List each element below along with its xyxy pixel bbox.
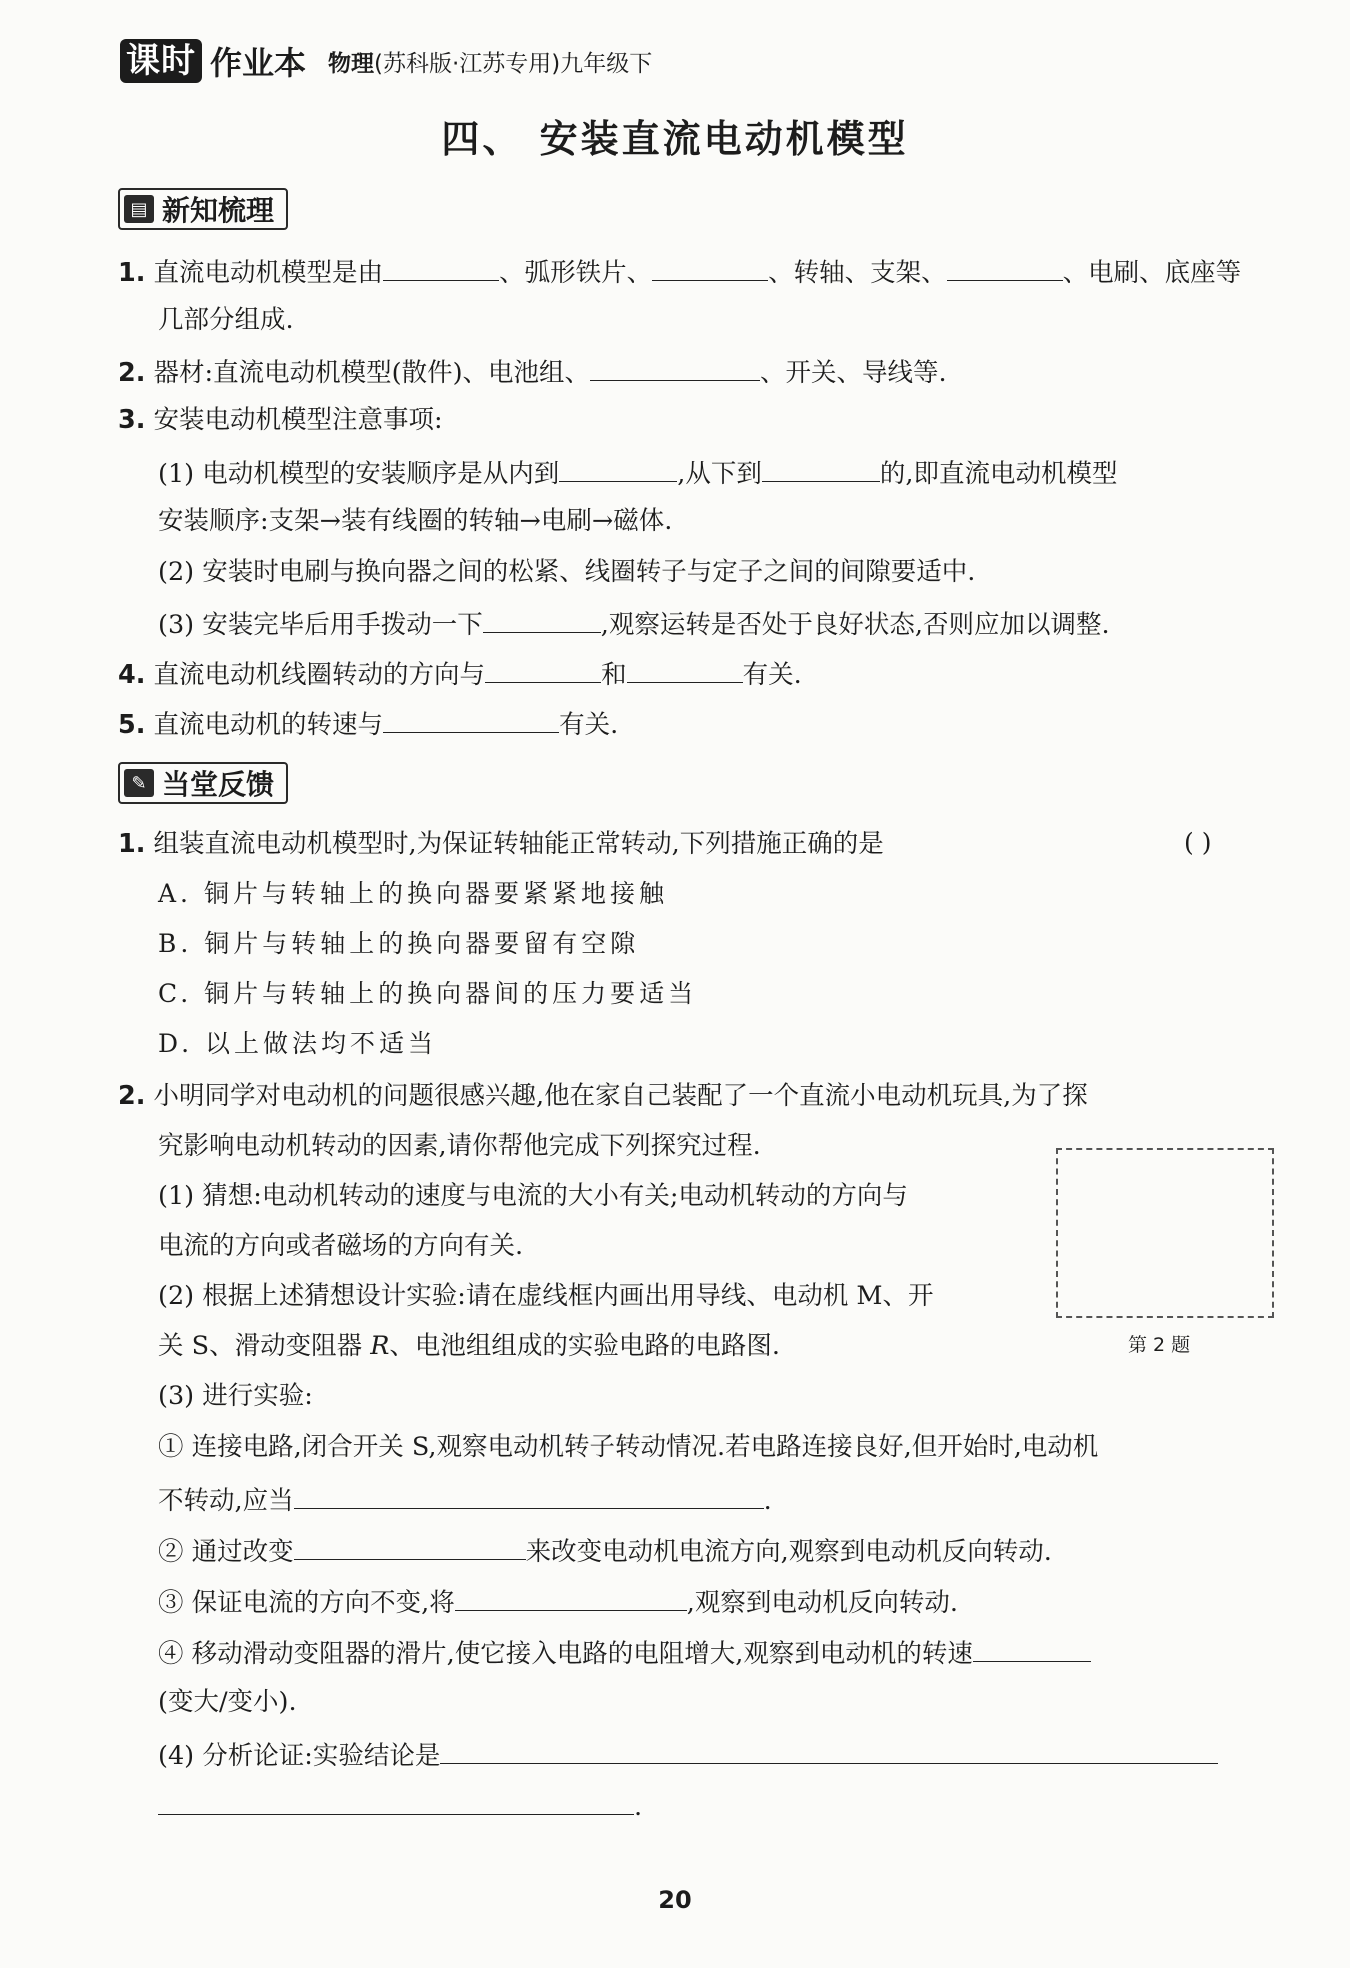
- answer-blank[interactable]: [485, 654, 601, 683]
- answer-blank[interactable]: [383, 704, 559, 733]
- q2-step2: ② 通过改变 来改变电动机电流方向,观察到电动机反向转动.: [158, 1531, 1052, 1570]
- q2-guess-line1: (1) 猜想:电动机转动的速度与电流的大小有关;电动机转动的方向与: [158, 1181, 908, 1211]
- answer-blank[interactable]: [294, 1480, 764, 1509]
- q2-guess-line2: 电流的方向或者磁场的方向有关.: [158, 1231, 524, 1261]
- q2-conclusion-line1: (4) 分析论证:实验结论是: [158, 1735, 1218, 1774]
- figure-caption: 第 2 题: [1128, 1334, 1191, 1356]
- answer-blank[interactable]: [762, 453, 880, 482]
- option-a[interactable]: A. 铜片与转轴上的换向器要紧紧地接触: [158, 879, 668, 908]
- answer-blank[interactable]: [973, 1633, 1091, 1662]
- answer-blank[interactable]: [590, 352, 760, 381]
- subject-info: 物理(苏科版·江苏专用)九年级下: [328, 50, 653, 77]
- knowledge-q1-line2: 几部分组成.: [158, 305, 294, 335]
- book-icon: ▤: [124, 195, 154, 223]
- option-b[interactable]: B. 铜片与转轴上的换向器要留有空隙: [158, 929, 640, 958]
- answer-blank[interactable]: [383, 252, 499, 281]
- answer-blank[interactable]: [559, 453, 677, 482]
- series-name: 作业本: [210, 44, 307, 82]
- option-d[interactable]: D. 以上做法均不适当: [158, 1029, 438, 1058]
- answer-blank[interactable]: [947, 252, 1063, 281]
- answer-blank[interactable]: [627, 654, 743, 683]
- page-header: [120, 38, 652, 84]
- section-class-feedback: ✎ 当堂反馈: [118, 762, 288, 804]
- knowledge-q3-s2: (2) 安装时电刷与换向器之间的松紧、线圈转子与定子之间的间隙要适中.: [158, 557, 976, 587]
- q2-step1-line1: ① 连接电路,闭合开关 S,观察电动机转子转动情况.若电路连接良好,但开始时,电动机: [158, 1432, 1099, 1462]
- answer-blank[interactable]: [294, 1531, 526, 1560]
- circuit-drawing-box[interactable]: [1056, 1148, 1274, 1318]
- knowledge-q3-s3: (3) 安装完毕后用手拨动一下 ,观察运转是否处于良好状态,否则应加以调整.: [158, 604, 1110, 643]
- feedback-q2-line1: 2. 小明同学对电动机的问题很感兴趣,他在家自己装配了一个直流小电动机玩具,为了探: [118, 1081, 1088, 1111]
- q2-conclusion-line2: .: [158, 1786, 642, 1825]
- answer-blank[interactable]: [455, 1582, 687, 1611]
- knowledge-q3-s1-order: 安装顺序:支架→装有线圈的转轴→电刷→磁体.: [158, 506, 673, 536]
- answer-parentheses[interactable]: ( ): [1184, 828, 1212, 857]
- q2-experiment-head: (3) 进行实验:: [158, 1381, 313, 1411]
- answer-blank[interactable]: [652, 252, 768, 281]
- feedback-q1-stem: 1. 组装直流电动机模型时,为保证转轴能正常转动,下列措施正确的是: [118, 829, 884, 859]
- feedback-q2-line2: 究影响电动机转动的因素,请你帮他完成下列探究过程.: [158, 1131, 761, 1161]
- knowledge-q2: 2. 器材:直流电动机模型(散件)、电池组、 、开关、导线等.: [118, 352, 947, 391]
- answer-blank[interactable]: [440, 1735, 1218, 1764]
- q2-step1-line2: 不转动,应当 .: [158, 1480, 772, 1519]
- page-number: 20: [658, 1886, 692, 1914]
- answer-blank[interactable]: [158, 1786, 634, 1815]
- q2-step4-line2: (变大/变小).: [158, 1687, 297, 1717]
- knowledge-q4: 4. 直流电动机线圈转动的方向与 和 有关.: [118, 654, 802, 693]
- option-c[interactable]: C. 铜片与转轴上的换向器间的压力要适当: [158, 979, 698, 1008]
- section-new-knowledge: ▤ 新知梳理: [118, 188, 288, 230]
- series-logo: 课时: [120, 39, 202, 83]
- q2-design-line1: (2) 根据上述猜想设计实验:请在虚线框内画出用导线、电动机 M、开: [158, 1281, 934, 1311]
- q2-step3: ③ 保证电流的方向不变,将 ,观察到电动机反向转动.: [158, 1582, 958, 1621]
- knowledge-q3-s1: (1) 电动机模型的安装顺序是从内到 ,从下到 的,即直流电动机模型: [158, 453, 1117, 492]
- knowledge-q1-line1: 1. 直流电动机模型是由 、弧形铁片、 、转轴、支架、 、电刷、底座等: [118, 252, 1241, 291]
- q2-design-line2: 关 S、滑动变阻器 R、电池组组成的实验电路的电路图.: [158, 1331, 780, 1361]
- answer-blank[interactable]: [483, 604, 601, 633]
- q2-step4-line1: ④ 移动滑动变阻器的滑片,使它接入电路的电阻增大,观察到电动机的转速: [158, 1633, 1091, 1672]
- page-title: 四、 安装直流电动机模型: [441, 117, 909, 161]
- knowledge-q3-head: 3. 安装电动机模型注意事项:: [118, 405, 443, 435]
- pencil-icon: ✎: [124, 769, 154, 797]
- knowledge-q5: 5. 直流电动机的转速与 有关.: [118, 704, 618, 743]
